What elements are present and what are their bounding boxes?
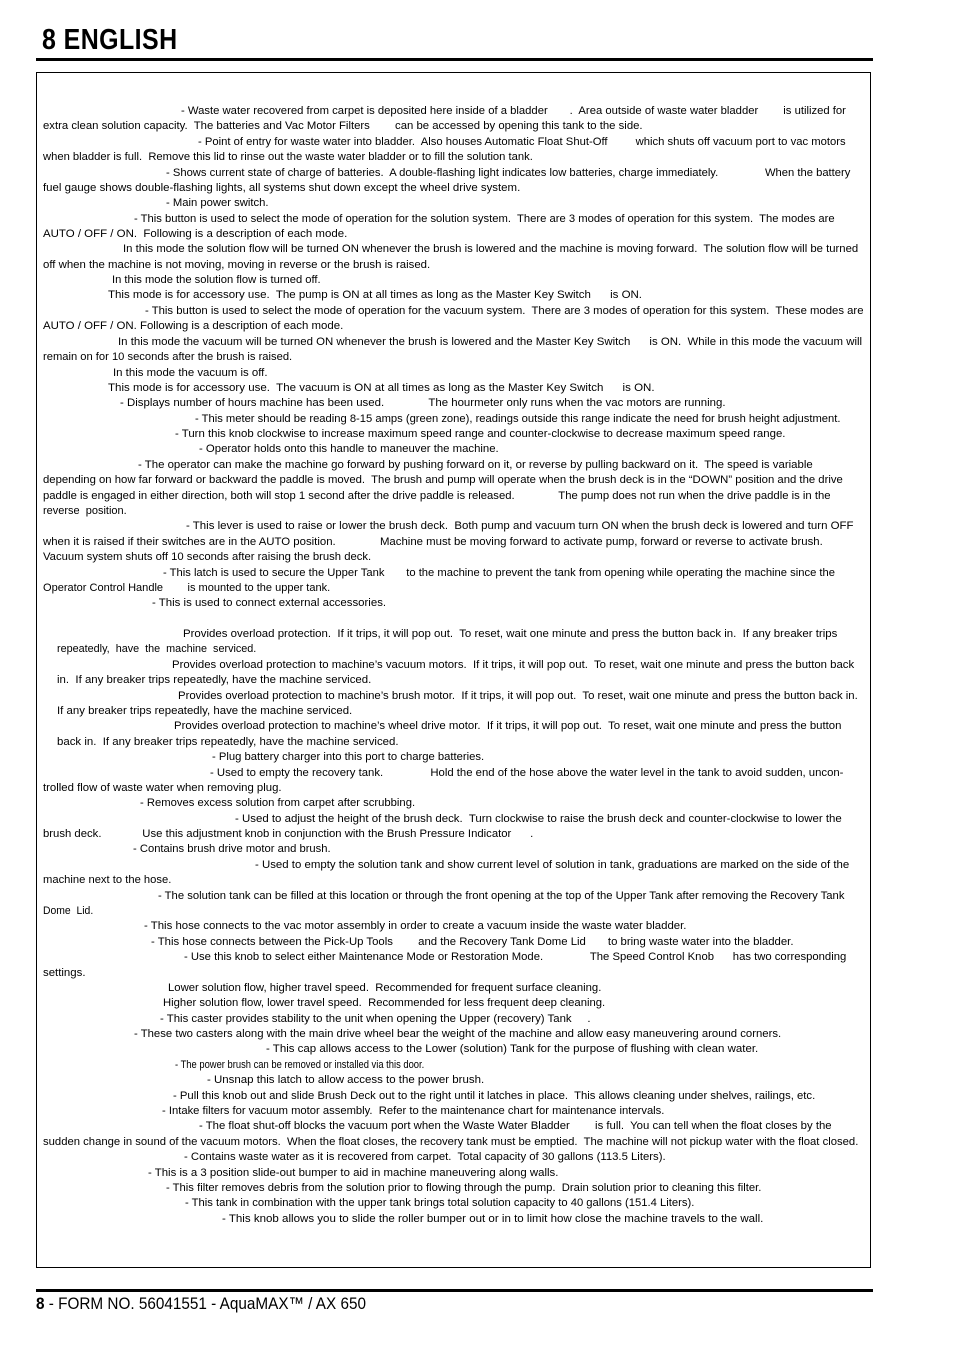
text-line: - Use this knob to select either Maintenance Mode or Restoration Mode. The Speed Control Knob has two corresponding [184,951,847,963]
text-line: - This knob allows you to slide the roller bumper out or in to limit how close the machine travels to the wall. [222,1213,764,1225]
text-line: - Displays number of hours machine has been used. The hourmeter only runs when the vac motors are running. [120,397,726,409]
text-line: paddle is engaged in either direction, both will stop 1 second after the drive paddle is released. The pump does not run when the drive paddle is in the [43,490,831,502]
text-line: settings. [43,967,86,979]
text-line: In this mode the vacuum is off. [113,367,268,379]
text-line: in. If any breaker trips repeatedly, have the machine serviced. [57,674,372,686]
text-line: - This filter removes debris from the solution prior to flowing through the pump. Drain solution prior to cleaning this filter. [166,1182,762,1194]
text-line: - Point of entry for waste water into bladder. Also houses Automatic Float Shut-Off which shuts off vacuum port to vac motors [198,136,846,148]
text-line: - This hose connects to the vac motor assembly in order to create a vacuum inside the waste water bladder. [144,920,687,932]
text-line: - Used to adjust the height of the brush deck. Turn clockwise to raise the brush deck and counter-clockwise to lower the [235,813,842,825]
text-line: - This is used to connect external accessories. [152,597,387,609]
text-line: - This cap allows access to the Lower (solution) Tank for the purpose of flushing with clean water. [266,1043,759,1055]
text-line: - This latch is used to secure the Upper Tank to the machine to prevent the tank from opening while operating the machine since the [163,567,836,579]
text-line: This mode is for accessory use. The pump is ON at all times as long as the Master Key Switch is ON. [108,289,643,301]
text-line: - This hose connects between the Pick-Up Tools and the Recovery Tank Dome Lid to bring waste water into the bladder. [151,936,794,948]
text-line: - Shows current state of charge of batteries. A double-flashing light indicates low batteries, charge immediately. When the battery [166,167,851,179]
text-line: - The solution tank can be filled at this location or through the front opening at the top of the Upper Tank after removing the Recovery Tank [158,890,845,902]
text-line: machine next to the hose. [43,874,172,886]
footer [36,1294,366,1314]
text-line: Provides overload protection to machine’s brush motor. If it trips, it will pop out. To reset, wait one minute and press the button back in. [178,690,858,702]
text-line: Provides overload protection to machine’s vacuum motors. If it trips, it will pop out. To reset, wait one minute and press the button back [172,659,855,671]
text-line: - Plug battery charger into this port to charge batteries. [212,751,485,763]
text-line: fuel gauge shows double-flashing lights, all systems shut down except the wheel drive system. [43,182,521,194]
text-line: In this mode the solution flow will be turned ON whenever the brush is lowered and the machine is moving forward. The solution flow will be turned [123,243,859,255]
footer-page-number: 8 [36,1294,45,1313]
text-line: In this mode the vacuum will be turned ON whenever the brush is lowered and the Master Key Switch is ON. While in this mode the vacuum will [118,336,863,348]
footer-form-text: - FORM NO. 56041551 - AquaMAX™ / AX 650 [44,1294,366,1313]
text-line: - Turn this knob clockwise to increase maximum speed range and counter-clockwise to decrease maximum speed range. [175,428,786,440]
text-line: when it is raised if their switches are in the AUTO position. Machine must be moving forward to activate pump, forward or reverse to activate brush. [43,536,823,548]
text-line: extra clean solution capacity. The batteries and Vac Motor Filters can be accessed by opening this tank to the side. [43,120,643,132]
text-line: - This is a 3 position slide-out bumper to aid in machine maneuvering along walls. [148,1167,559,1179]
text-line: Provides overload protection to machine’s wheel drive motor. If it trips, it will pop out. To reset, wait one minute and press the button [174,720,842,732]
text-line: depending on how far forward or backward the paddle is moved. The brush and pump will operate when the brush deck is in the “DOWN” position and the drive [43,474,843,486]
text-line: - Main power switch. [166,197,269,209]
text-line: - This button is used to select the mode of operation for the vacuum system. There are 3 modes of operation for this system. These modes are [145,305,864,317]
text-line: If any breaker trips repeatedly, have the machine serviced. [57,705,353,717]
text-line: - Operator holds onto this handle to maneuver the machine. [199,443,499,455]
text-line: - Used to empty the recovery tank. Hold the end of the hose above the water level in the tank to avoid sudden, uncon- [210,767,844,779]
text-line: In this mode the solution flow is turned off. [112,274,321,286]
text-line: - This button is used to select the mode of operation for the solution system. There are 3 modes of operation for this system. The modes are [134,213,835,225]
text-line: remain on for 10 seconds after the brush is raised. [43,351,293,363]
text-line: Higher solution flow, lower travel speed. Recommended for less frequent deep cleaning. [163,997,606,1009]
text-line: Dome Lid. [43,905,94,917]
text-line: reverse position. [43,505,127,517]
text-line: - Pull this knob out and slide Brush Deck out to the right until it latches in place. This allows cleaning under shelves, railings, etc. [173,1090,816,1102]
page-title: 8 ENGLISH [42,24,178,56]
text-line: - Contains waste water as it is recovered from carpet. Total capacity of 30 gallons (113.5 Liters). [184,1151,666,1163]
text-line: AUTO / OFF / ON. Following is a description of each mode. [43,320,344,332]
text-line: repeatedly, have the machine serviced. [57,643,257,655]
text-line: - This meter should be reading 8-15 amps (green zone), readings outside this range indicate the need for brush height adjustment. [195,413,841,425]
text-line: brush deck. Use this adjustment knob in conjunction with the Brush Pressure Indicator . [43,828,534,840]
text-line: - Unsnap this latch to allow access to the power brush. [207,1074,485,1086]
text-line: - Removes excess solution from carpet after scrubbing. [140,797,416,809]
text-line: - Intake filters for vacuum motor assembly. Refer to the maintenance chart for maintenance intervals. [162,1105,665,1117]
text-line: - This lever is used to raise or lower the brush deck. Both pump and vacuum turn ON when the brush deck is lowered and turn OFF [186,520,854,532]
text-line: - Waste water recovered from carpet is deposited here inside of a bladder . Area outside of waste water bladder is utilized for [181,105,846,117]
text-line: off when the machine is not moving, moving in reverse or the brush is raised. [43,259,431,271]
text-line: - The operator can make the machine go forward by pushing forward on it, or reverse by pulling backward on it. The speed is variable [138,459,813,471]
text-line: Operator Control Handle is mounted to the upper tank. [43,582,331,594]
text-line: when bladder is full. Remove this lid to rinse out the waste water bladder or to fill the solution tank. [43,151,533,163]
text-line: - The float shut-off blocks the vacuum port when the Waste Water Bladder is full. You can tell when the float closes by the [199,1120,832,1132]
text-line: - These two casters along with the main drive wheel bear the weight of the machine and allow easy maneuvering around corners. [134,1028,782,1040]
text-line: - Used to empty the solution tank and show current level of solution in tank, graduations are marked on the side of the [255,859,850,871]
footer-rule [36,1289,873,1292]
text-line: back in. If any breaker trips repeatedly, have the machine serviced. [57,736,399,748]
text-line: This mode is for accessory use. The vacuum is ON at all times as long as the Master Key Switch is ON. [108,382,655,394]
text-line: AUTO / OFF / ON. Following is a description of each mode. [43,228,348,240]
text-line: - The power brush can be removed or installed via this door. [175,1059,425,1071]
header-rule [36,58,873,61]
text-line: - Contains brush drive motor and brush. [133,843,331,855]
text-line: - This tank in combination with the upper tank brings total solution capacity to 40 gallons (151.4 Liters). [185,1197,695,1209]
text-line: Provides overload protection. If it trips, it will pop out. To reset, wait one minute and press the button back in. If any breaker trips [183,628,838,640]
text-line: - This caster provides stability to the unit when opening the Upper (recovery) Tank . [160,1013,591,1025]
text-line: Lower solution flow, higher travel speed. Recommended for frequent surface cleaning. [168,982,602,994]
text-line: sudden change in sound of the vacuum motors. When the float closes, the recovery tank must be emptied. The machine will not pickup water with the float closed. [43,1136,859,1148]
text-line: trolled flow of waste water when removing plug. [43,782,282,794]
text-line: Vacuum system shuts off 10 seconds after raising the brush deck. [43,551,372,563]
